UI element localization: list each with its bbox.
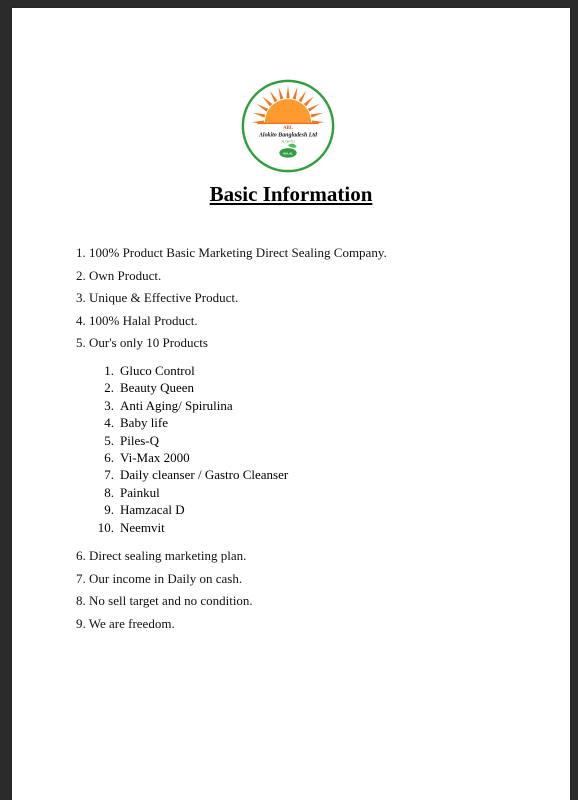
- info-list-bottom: [76, 545, 253, 635]
- product-number: 9.: [104, 502, 114, 518]
- document-page: [12, 8, 570, 800]
- product-name: Anti Aging/ Spirulina: [120, 397, 233, 413]
- logo-company-name: Alokito Bangladesh Ltd: [258, 132, 318, 139]
- product-name: Hamzacal D: [120, 502, 185, 518]
- logo-tagline: ALOKITO: [281, 139, 295, 144]
- product-name: Painkul: [120, 484, 160, 500]
- product-number: 5.: [104, 432, 114, 448]
- product-number: 1.: [104, 363, 114, 378]
- product-name: Neemvit: [120, 519, 165, 535]
- product-number: 3.: [104, 397, 114, 413]
- product-number: 6.: [104, 450, 114, 466]
- product-item: [96, 432, 288, 449]
- product-item: [96, 362, 288, 379]
- product-name: Baby life: [120, 415, 169, 431]
- product-item: [96, 501, 288, 518]
- product-number: 4.: [104, 415, 114, 431]
- list-item: 4. 100% Halal Product.: [76, 312, 198, 328]
- list-item: 3. Unique & Effective Product.: [76, 290, 239, 306]
- product-number: 8.: [104, 484, 114, 500]
- list-item: 1. 100% Product Basic Marketing Direct Sealing Company.: [76, 245, 387, 260]
- product-name: Piles-Q: [120, 432, 159, 448]
- product-list: [96, 362, 288, 536]
- product-number: 7.: [104, 467, 114, 483]
- logo-badge: HALAL: [282, 151, 294, 156]
- sun-logo-icon: [240, 78, 336, 174]
- product-item: [96, 449, 288, 466]
- product-item: [96, 379, 288, 396]
- product-name: Daily cleanser / Gastro Cleanser: [120, 467, 289, 483]
- list-item: 5. Our's only 10 Products: [76, 335, 208, 351]
- list-item: 2. Own Product.: [76, 267, 162, 283]
- product-number: 2.: [104, 380, 114, 396]
- list-item: 6. Direct sealing marketing plan.: [76, 548, 247, 563]
- product-item: [96, 519, 288, 536]
- product-item: [96, 466, 288, 483]
- page-title: Basic Information: [209, 182, 373, 206]
- list-item: 9. We are freedom.: [76, 615, 175, 631]
- product-item: [96, 414, 288, 431]
- list-item: 8. No sell target and no condition.: [76, 593, 253, 609]
- logo-tag: ABL: [283, 125, 293, 131]
- product-number: 10.: [97, 519, 114, 535]
- product-item: [96, 397, 288, 414]
- product-name: Beauty Queen: [120, 380, 195, 396]
- list-item: 7. Our income in Daily on cash.: [76, 570, 243, 586]
- product-name: Gluco Control: [120, 363, 195, 378]
- info-list-top: [76, 242, 387, 355]
- product-name: Vi-Max 2000: [120, 450, 190, 466]
- company-logo: [240, 78, 336, 174]
- product-item: [96, 484, 288, 501]
